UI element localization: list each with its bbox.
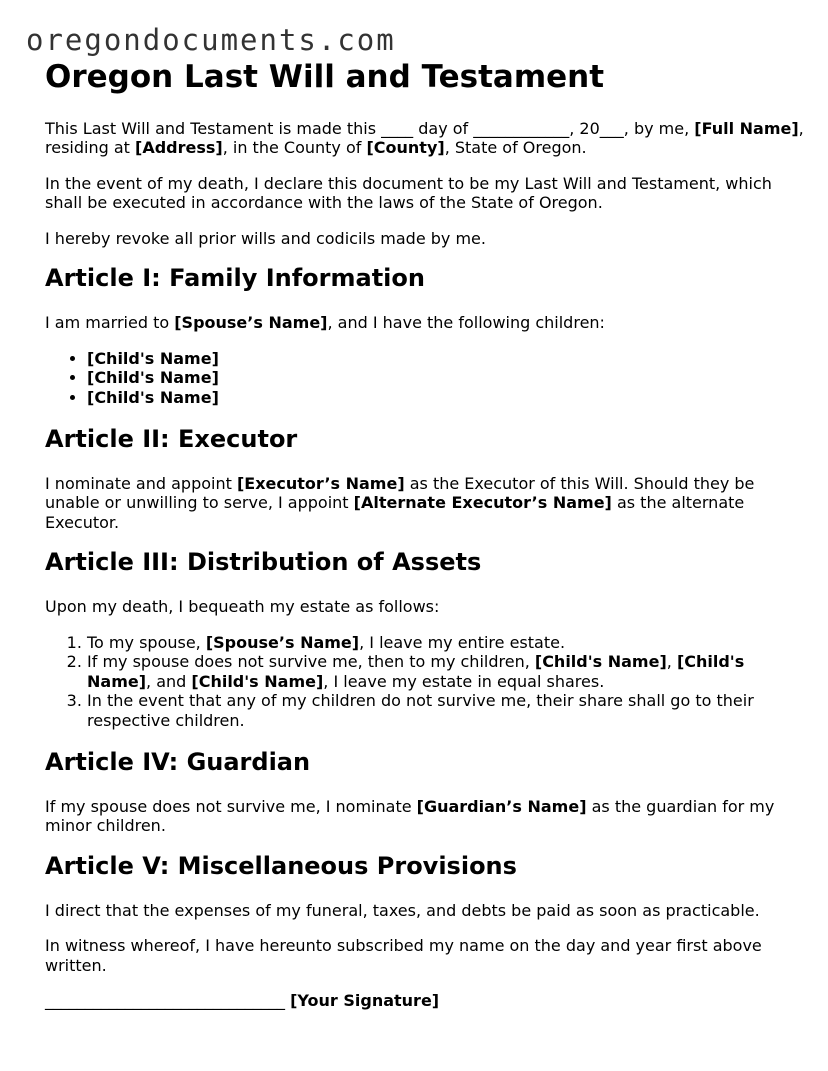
- article-5-heading: Article V: Miscellaneous Provisions: [45, 851, 517, 880]
- family-paragraph: I am married to [Spouse’s Name], and I have the following children:: [45, 313, 605, 333]
- article-1-heading: Article I: Family Information: [45, 264, 425, 293]
- signature-label: [Your Signature]: [290, 991, 440, 1011]
- expenses-paragraph: I direct that the expenses of my funeral, taxes, and debts be paid as soon as practicable.: [45, 900, 760, 920]
- county-placeholder: [County]: [366, 138, 445, 158]
- address-placeholder: [Address]: [135, 138, 223, 158]
- list-item: • [Child's Name]: [87, 349, 805, 369]
- revocation-paragraph: I hereby revoke all prior wills and codicils made by me.: [45, 228, 486, 248]
- article-2-heading: Article II: Executor: [45, 425, 298, 454]
- site-watermark: oregondocuments.com: [26, 23, 396, 57]
- document-body: [45, 58, 805, 1027]
- document-title: Oregon Last Will and Testament: [45, 59, 605, 95]
- list-item: 1. To my spouse, [Spouse’s Name], I leave my entire estate.: [87, 633, 805, 653]
- guardian-placeholder: [Guardian’s Name]: [416, 796, 587, 816]
- signature-line: [45, 991, 805, 1011]
- children-list: [45, 349, 805, 408]
- list-item: 2. If my spouse does not survive me, then to my children, [Child's Name], [Child's Name], and [Child's Name], I leave my estate in equal shares.: [87, 652, 805, 691]
- article-4-heading: Article IV: Guardian: [45, 748, 311, 777]
- executor-paragraph: I nominate and appoint [Executor’s Name] as the Executor of this Will. Should they be unable or unwilling to serve, I appoint [Alternate Executor’s Name] as the alternate Executor.: [45, 473, 755, 532]
- executor-placeholder: [Executor’s Name]: [236, 473, 405, 493]
- guardian-paragraph: If my spouse does not survive me, I nominate [Guardian’s Name] as the guardian for my minor children.: [45, 796, 775, 836]
- list-item: • [Child's Name]: [87, 368, 805, 388]
- bequeath-paragraph: Upon my death, I bequeath my estate as follows:: [45, 597, 440, 617]
- full-name-placeholder: [Full Name]: [694, 118, 799, 138]
- spouse-placeholder: [Spouse’s Name]: [174, 313, 328, 333]
- alternate-executor-placeholder: [Alternate Executor’s Name]: [353, 493, 612, 513]
- distribution-list: [45, 633, 805, 731]
- list-item: • [Child's Name]: [87, 388, 805, 408]
- list-item: 3. In the event that any of my children do not survive me, their share shall go to their respective children.: [87, 691, 805, 730]
- intro-paragraph: This Last Will and Testament is made this ____ day of ____________, 20___, by me, [Full Name], residing at [Address], in the County of [County], State of Oregon.: [45, 118, 804, 158]
- declaration-paragraph: In the event of my death, I declare this document to be my Last Will and Testament, which shall be executed in accordance with the laws of the State of Oregon.: [45, 173, 772, 213]
- signature-blank: ______________________________: [45, 991, 285, 1011]
- witness-paragraph: In witness whereof, I have hereunto subscribed my name on the day and year first above written.: [45, 936, 762, 975]
- article-3-heading: Article III: Distribution of Assets: [45, 548, 482, 577]
